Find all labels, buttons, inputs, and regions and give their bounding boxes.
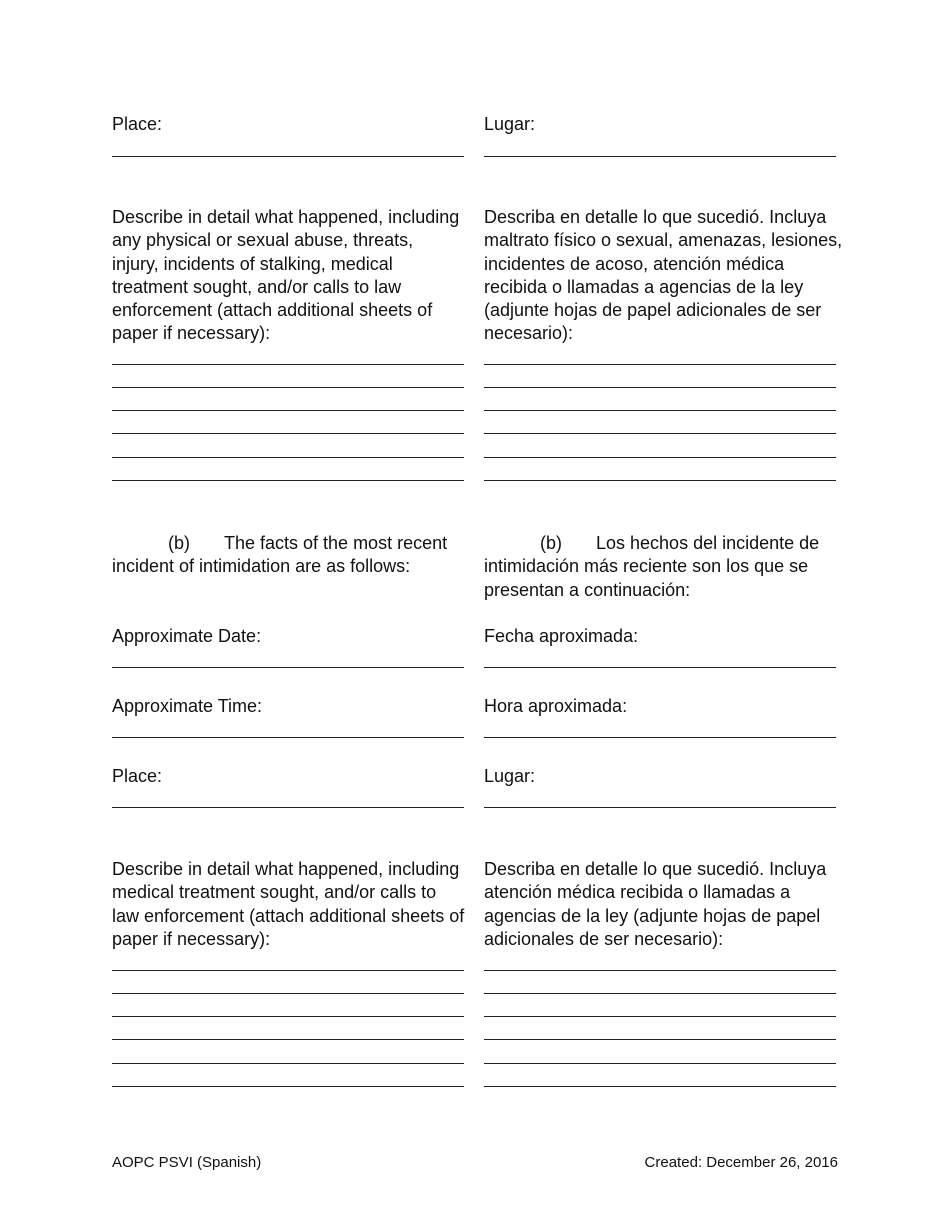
lugar-label: Lugar: (484, 766, 536, 786)
hora-aproximada-line[interactable] (484, 737, 836, 738)
describe-line[interactable] (112, 364, 464, 365)
describe-line[interactable] (112, 480, 464, 481)
lugar-line[interactable] (484, 807, 836, 808)
describa-line[interactable] (484, 364, 836, 365)
approximate-date-line[interactable] (112, 667, 464, 668)
place-line[interactable] (112, 807, 464, 808)
footer-form-id: AOPC PSVI (Spanish) (112, 1154, 262, 1171)
section-b-text-rest: incident of intimidation are as follows: (112, 556, 411, 577)
describe-instructions: Describe in detail what happened, including any physical or sexual abuse, threats, injury, incidents of stalking, medical treatment sought, and/or calls to law enforcement (attach additional sheets of paper if necessary): (112, 207, 460, 344)
describa-line[interactable] (484, 480, 836, 481)
section-b-marker: (b) (540, 533, 562, 553)
section-b-text-rest: intimidación más reciente son los que se presentan a continuación: (484, 556, 809, 600)
approximate-time-label: Approximate Time: (112, 696, 263, 716)
approximate-time-line[interactable] (112, 737, 464, 738)
describe-line[interactable] (112, 970, 464, 971)
place-line[interactable] (112, 156, 464, 157)
section-b-text-first: The facts of the most recent (224, 533, 448, 553)
describe-line[interactable] (112, 1063, 464, 1064)
section-b-marker: (b) (168, 533, 190, 553)
place-label: Place: (112, 766, 163, 786)
footer-created-date: Created: December 26, 2016 (644, 1154, 838, 1171)
describa-line[interactable] (484, 1016, 836, 1017)
describa-instructions: Describa en detalle lo que sucedió. Incluya maltrato físico o sexual, amenazas, lesiones, incidentes de acoso, atención médica recibida o llamadas a agencias de la ley (adjunte hojas de papel adicionales de ser necesario): (484, 207, 843, 344)
spanish-column (484, 0, 843, 1230)
describa-line[interactable] (484, 410, 836, 411)
describa-line[interactable] (484, 1086, 836, 1087)
section-b-intro (484, 532, 840, 602)
describe-line[interactable] (112, 387, 464, 388)
describa-line[interactable] (484, 387, 836, 388)
describe-instructions: Describe in detail what happened, including medical treatment sought, and/or calls to law enforcement (attach additional sheets of paper if necessary): (112, 859, 465, 949)
english-column (112, 0, 464, 1230)
lugar-line[interactable] (484, 156, 836, 157)
describa-line[interactable] (484, 970, 836, 971)
describa-line[interactable] (484, 457, 836, 458)
hora-aproximada-label: Hora aproximada: (484, 696, 628, 716)
section-b-intro (112, 532, 472, 579)
fecha-aproximada-label: Fecha aproximada: (484, 626, 639, 646)
approximate-date-label: Approximate Date: (112, 626, 262, 646)
describa-line[interactable] (484, 993, 836, 994)
describa-line[interactable] (484, 1063, 836, 1064)
describa-line[interactable] (484, 433, 836, 434)
describa-instructions: Describa en detalle lo que sucedió. Incluya atención médica recibida o llamadas a agencias de la ley (adjunte hojas de papel adicionales de ser necesario): (484, 859, 827, 949)
describe-line[interactable] (112, 1039, 464, 1040)
section-b-text-first: Los hechos del incidente de (596, 533, 820, 553)
describe-line[interactable] (112, 433, 464, 434)
describe-line[interactable] (112, 1016, 464, 1017)
place-label: Place: (112, 114, 163, 134)
describe-line[interactable] (112, 457, 464, 458)
describe-line[interactable] (112, 1086, 464, 1087)
lugar-label: Lugar: (484, 114, 536, 134)
describe-line[interactable] (112, 993, 464, 994)
describa-line[interactable] (484, 1039, 836, 1040)
fecha-aproximada-line[interactable] (484, 667, 836, 668)
describe-line[interactable] (112, 410, 464, 411)
